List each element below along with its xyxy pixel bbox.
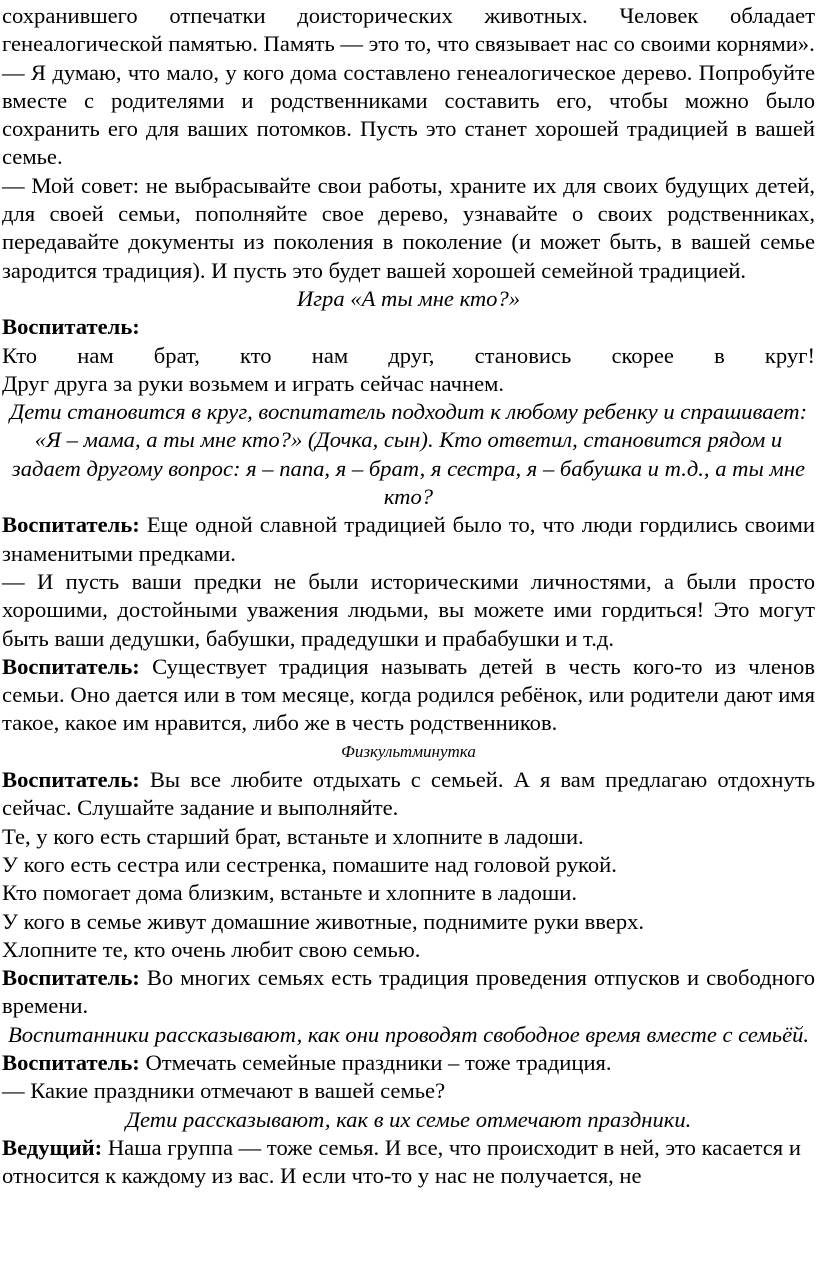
game-instructions: Дети становится в круг, воспитатель подходит к любому ребенку и спрашивает: «Я – мама, а ты мне кто?» (Дочка, сын). Кто ответил, становится рядом и задает другому вопрос: я – папа, я – брат, я сестра, я – бабушка и т.д., а ты мне кто? (9, 399, 808, 510)
pupils-note: Воспитанники рассказывают, как они проводят свободное время вместе с семьёй. (7, 1021, 810, 1047)
speaker-text: Во многих семьях есть традиция проведения отпусков и свободного времени. (2, 965, 815, 1019)
paragraph-advice: — Мой совет: не выбрасывайте свои работы, храните их для своих будущих детей, для своей семьи, пополняйте свое дерево, узнавайте о своих родственниках, передавайте документы из поколения в поколение (и может быть, в вашей семье зародится традиция). И пусть это будет вашей хорошей семейной традицией. (2, 172, 815, 283)
paragraph-rest (2, 766, 815, 823)
speaker-label: Воспитатель: (2, 767, 140, 793)
task-line: Те, у кого есть старший брат, встаньте и хлопните в ладоши. (2, 823, 584, 849)
phys-minute-title: Физкультминутка (341, 741, 476, 761)
speaker-label: Воспитатель: (2, 653, 140, 679)
paragraph-holidays (2, 1049, 815, 1077)
task-line: Кто помогает дома близким, встаньте и хлопните в ладоши. (2, 880, 578, 906)
speaker-text: Еще одной славной традицией было то, что люди гордились своими знаменитыми предками. (2, 512, 815, 566)
holidays-question: — Какие праздники отмечают в вашей семье? (2, 1078, 446, 1104)
speaker-label: Воспитатель: (2, 1049, 140, 1075)
paragraph-pride: — И пусть ваши предки не были историческими личностями, а были просто хорошими, достойными уважения людьми, вы можете ими гордиться! Это могут быть ваши дедушки, бабушки, прадедушки и прабабушки и т.д. (2, 568, 815, 651)
task-line: У кого в семье живут домашние животные, поднимите руки вверх. (2, 908, 645, 934)
task-line: У кого есть сестра или сестренка, помашите над головой рукой. (2, 851, 617, 877)
speaker-text: Отмечать семейные праздники – тоже традиция. (139, 1049, 612, 1075)
speaker-text: Существует традиция называть детей в честь кого-то из членов семьи. Оно дается или в том месяце, когда родился ребёнок, или родители дают имя такое, какое им нравится, либо же в честь родственников. (2, 653, 815, 736)
paragraph-group-family (2, 1134, 815, 1191)
game-title: Игра «А ты мне кто?» (296, 285, 521, 311)
speaker-text: Наша группа — тоже семья. И все, что происходит в ней, это касается и относится к каждому из вас. И если что-то у нас не получается, не (2, 1134, 801, 1189)
speaker-label: Воспитатель: (2, 512, 140, 538)
task-line: Хлопните те, кто очень любит свою семью. (2, 936, 421, 962)
speaker-label: Воспитатель: (2, 314, 140, 340)
speaker-line (2, 313, 815, 341)
paragraph-naming (2, 653, 815, 738)
speaker-label: Ведущий: (2, 1134, 103, 1160)
poem-line: Кто нам брат, кто нам друг, становись скорее в круг! (2, 342, 815, 368)
paragraph-vacations (2, 964, 815, 1021)
paragraph-genealogical-memory: сохранившего отпечатки доисторических животных. Человек обладает генеалогической памятью. Память — это то, что связывает нас со своими корнями». (2, 3, 815, 57)
paragraph-family-tree: — Я думаю, что мало, у кого дома составлено генеалогическое дерево. Попробуйте вместе с родителями и родственниками составить его, чтобы можно было сохранить его для ваших потомков. Пусть это станет хорошей традицией в вашей семье. (2, 59, 815, 170)
speaker-text: Вы все любите отдыхать с семьей. А я вам предлагаю отдохнуть сейчас. Слушайте задание и выполняйте. (2, 767, 815, 821)
children-note: Дети рассказывают, как в их семье отмечают праздники. (125, 1106, 692, 1132)
poem-line: Друг друга за руки возьмем и играть сейчас начнем. (2, 370, 505, 396)
speaker-label: Воспитатель: (2, 965, 140, 991)
paragraph-ancestors (2, 511, 815, 568)
